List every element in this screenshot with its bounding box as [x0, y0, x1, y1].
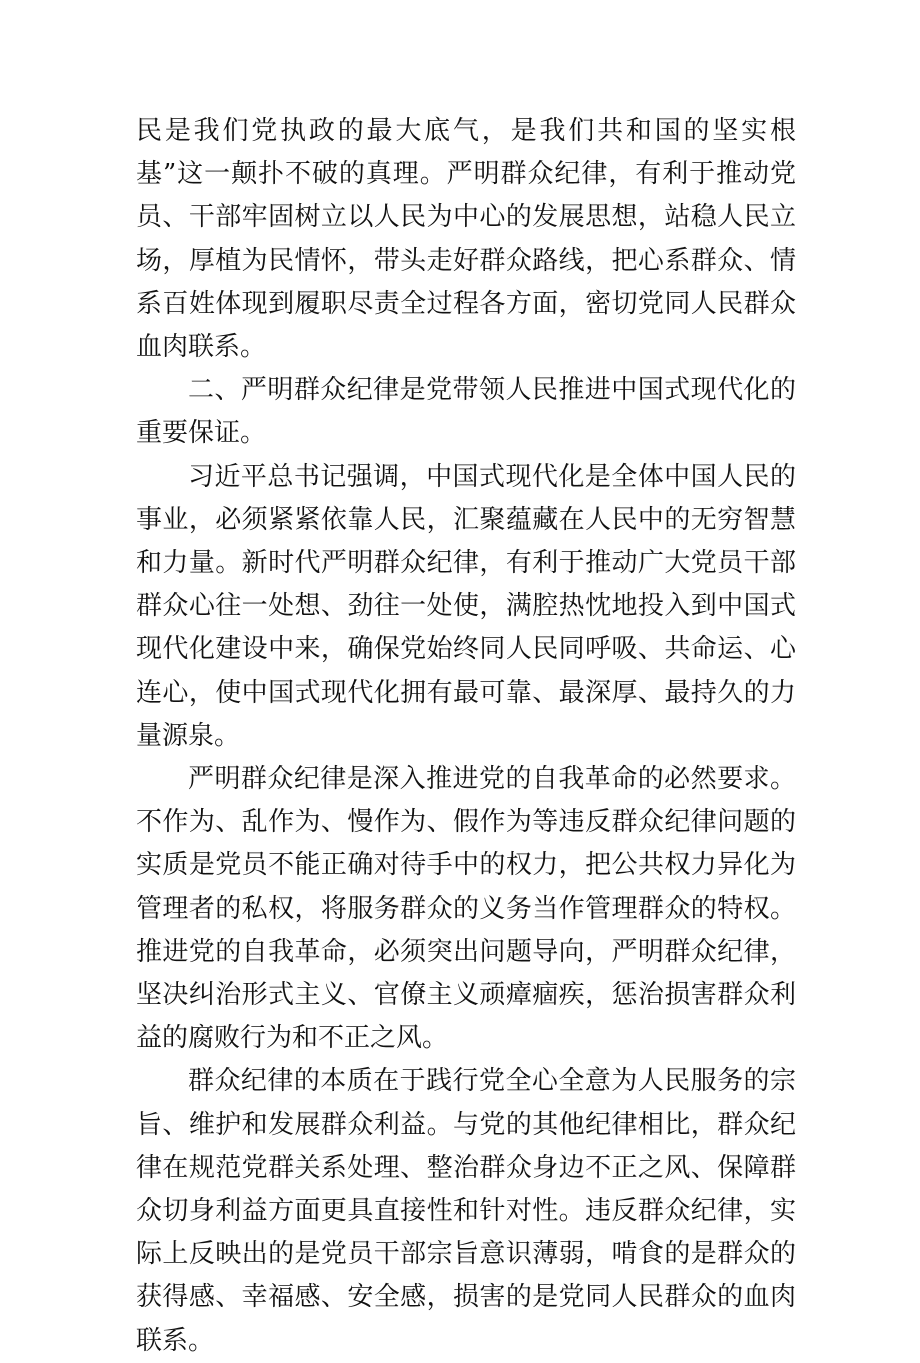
document-page: [136, 110, 796, 1363]
paragraph-modernization: 习近平总书记强调，中国式现代化是全体中国人民的事业，必须紧紧依靠人民，汇聚蕴藏在人民中的无穷智慧和力量。新时代严明群众纪律，有利于推动广大党员干部群众心往一处想、劲往一处使，满腔热忱地投入到中国式现代化建设中来，确保党始终同人民同呼吸、共命运、心连心，使中国式现代化拥有最可靠、最深厚、最持久的力量源泉。: [136, 461, 796, 751]
section-heading-two: 二、严明群众纪律是党带领人民推进中国式现代化的重要保证。: [136, 375, 796, 449]
paragraph-continuation: 民是我们党执政的最大底气，是我们共和国的坚实根基”这一颠扑不破的真理。严明群众纪律，有利于推动党员、干部牢固树立以人民为中心的发展思想，站稳人民立场，厚植为民情怀，带头走好群众路线，把心系群众、情系百姓体现到履职尽责全过程各方面，密切党同人民群众血肉联系。: [136, 116, 796, 363]
paragraph-self-revolution: 严明群众纪律是深入推进党的自我革命的必然要求。不作为、乱作为、慢作为、假作为等违反群众纪律问题的实质是党员不能正确对待手中的权力，把公共权力异化为管理者的私权，将服务群众的义务当作管理群众的特权。推进党的自我革命，必须突出问题导向，严明群众纪律，坚决纠治形式主义、官僚主义顽瘴痼疾，惩治损害群众利益的腐败行为和不正之风。: [136, 764, 796, 1054]
paragraph-discipline-essence: 群众纪律的本质在于践行党全心全意为人民服务的宗旨、维护和发展群众利益。与党的其他纪律相比，群众纪律在规范党群关系处理、整治群众身边不正之风、保障群众切身利益方面更具直接性和针对性。违反群众纪律，实际上反映出的是党员干部宗旨意识薄弱，啃食的是群众的获得感、幸福感、安全感，损害的是党同人民群众的血肉联系。: [136, 1066, 796, 1356]
